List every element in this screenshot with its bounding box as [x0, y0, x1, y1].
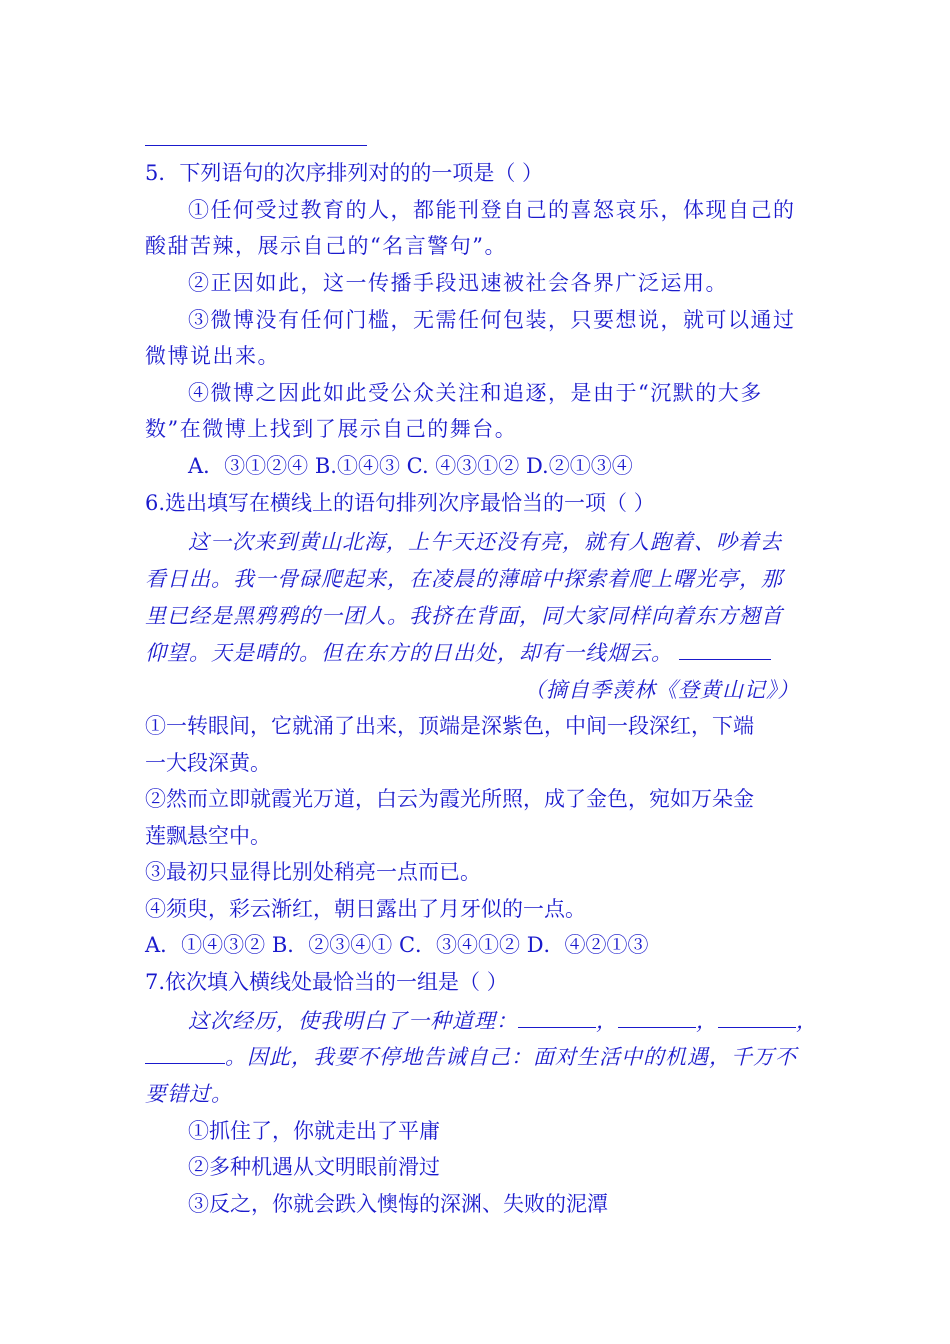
- q6-option-3: ③最初只显得比别处稍亮一点而已。: [145, 860, 481, 884]
- q6-option-4: ④须臾，彩云渐红，朝日露出了月牙似的一点。: [145, 897, 586, 921]
- q7-blank-4: [145, 1045, 225, 1064]
- q6-passage-line-3: 里已经是黑鸦鸦的一团人。我挤在背面，同大家同样向着东方翘首: [145, 604, 783, 628]
- q5-sentence-3-line-1: ③微博没有任何门槛，无需任何包装，只要想说，就可以通过: [188, 308, 796, 332]
- q7-separator-1: ，: [596, 1009, 618, 1033]
- top-answer-line: [145, 145, 367, 146]
- q5-sentence-4-line-2: 数”在微博上找到了展示自己的舞台。: [145, 417, 518, 441]
- q7-passage-line-1-text: 这次经历，使我明白了一种道理：: [188, 1009, 518, 1033]
- q7-stem: 7.依次填入横线处最恰当的一组是（ ）: [145, 970, 508, 994]
- q5-sentence-4-line-1: ④微博之因此如此受公众关注和追逐，是由于“沉默的大多: [188, 381, 763, 405]
- q6-passage-line-1: 这一次来到黄山北海，上午天还没有亮，就有人跑着、吵着去: [188, 530, 782, 554]
- q7-option-3: ③反之，你就会跌入懊悔的深渊、失败的泥潭: [188, 1192, 608, 1216]
- q6-option-1-line-2: 一大段深黄。: [145, 751, 271, 775]
- q5-sentence-3-line-2: 微博说出来。: [145, 344, 280, 368]
- q6-stem: 6.选出填写在横线上的语句排列次序最恰当的一项（ ）: [145, 491, 655, 515]
- q6-answer-blank: [679, 641, 771, 660]
- q7-option-2: ②多种机遇从文明眼前滑过: [188, 1155, 440, 1179]
- q6-passage-line-2: 看日出。我一骨碌爬起来，在凌晨的薄暗中探索着爬上曙光亭，那: [145, 567, 783, 591]
- q7-separator-3: ，: [796, 1009, 818, 1033]
- q7-passage-line-2: [145, 1044, 797, 1070]
- q7-blank-1: [518, 1009, 596, 1028]
- q6-option-2-line-1: ②然而立即就霞光万道，白云为霞光所照，成了金色，宛如万朵金: [145, 787, 754, 811]
- q5-sentence-2: ②正因如此，这一传播手段迅速被社会各界广泛运用。: [188, 271, 728, 295]
- q7-passage-line-1: [188, 1008, 818, 1034]
- q6-options: A．①④③② B．②③④① C．③④①② D．④②①③: [145, 933, 649, 957]
- q7-option-1: ①抓住了，你就走出了平庸: [188, 1119, 440, 1143]
- q6-source: （摘自季羡林《登黄山记》）: [524, 678, 800, 702]
- q6-option-2-line-2: 莲飘悬空中。: [145, 824, 271, 848]
- q7-passage-line-3: 要错过。: [145, 1082, 233, 1106]
- q6-option-1-line-1: ①一转眼间，它就涌了出来，顶端是深紫色，中间一段深红，下端: [145, 714, 754, 738]
- q5-sentence-1-line-2: 酸甜苦辣，展示自己的“名言警句”。: [145, 234, 507, 258]
- q5-sentence-1-line-1: ①任何受过教育的人，都能刊登自己的喜怒哀乐，体现自己的: [188, 198, 796, 222]
- q6-passage-line-4: [145, 640, 771, 666]
- q5-options: A．③①②④ B.①④③ C. ④③①② D.②①③④: [188, 454, 633, 478]
- q7-blank-2: [618, 1009, 696, 1028]
- q6-passage-line-4-text: 仰望。天是晴的。但在东方的日出处，却有一线烟云。: [145, 641, 673, 665]
- q5-stem: 5．下列语句的次序排列对的的一项是（ ）: [145, 161, 544, 185]
- q7-passage-line-2-text: 。因此，我要不停地告诫自己：面对生活中的机遇，千万不: [225, 1045, 797, 1069]
- q7-separator-2: ，: [696, 1009, 718, 1033]
- q7-blank-3: [718, 1009, 796, 1028]
